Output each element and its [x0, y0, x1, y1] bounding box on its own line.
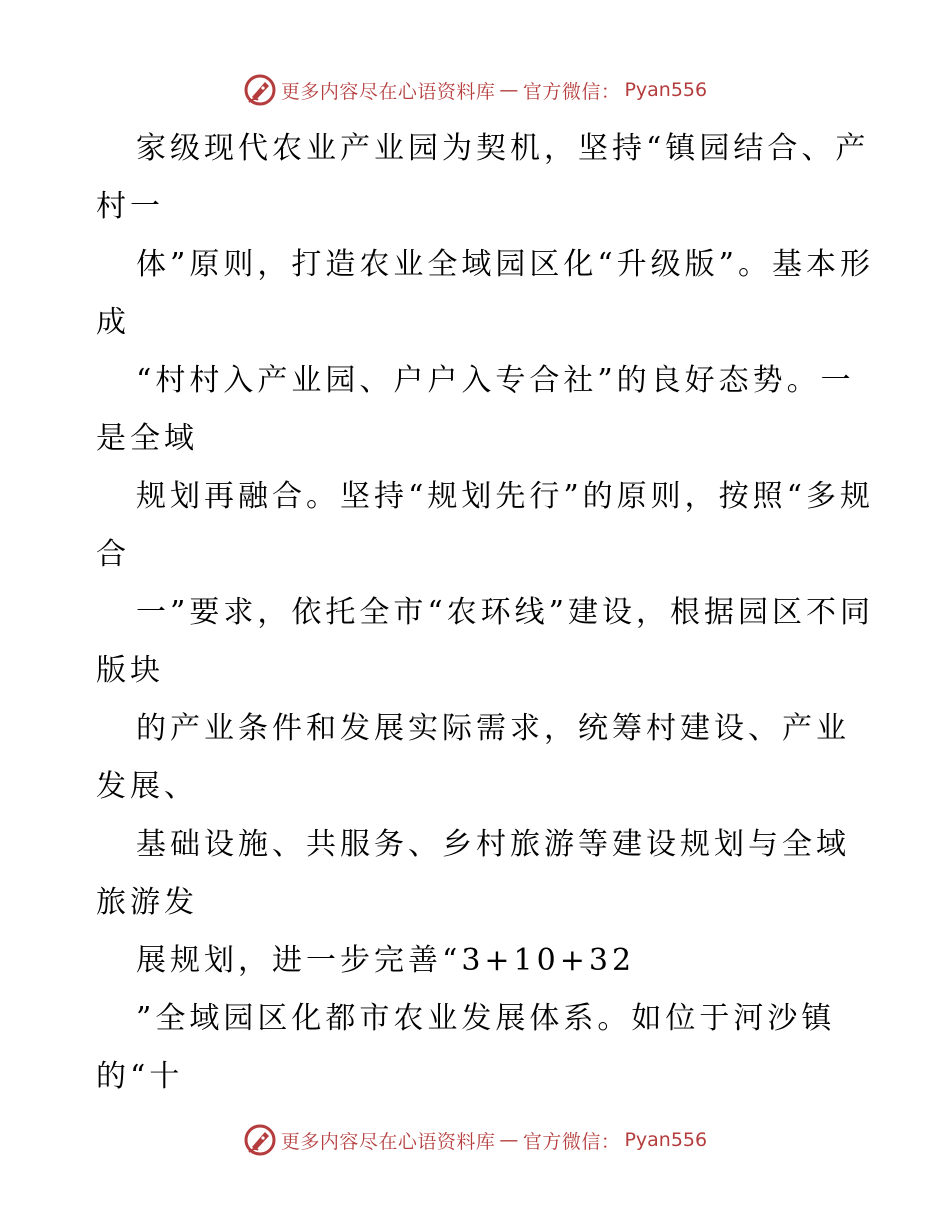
- paragraph-line: 体”原则，打造农业全域园区化“升级版”。基本形成: [96, 247, 875, 340]
- banner-site-text: 更多内容尽在心语资料库: [280, 80, 496, 103]
- header-banner: [0, 70, 950, 110]
- pen-nib-logo-icon: [243, 1123, 277, 1157]
- banner-separator: —: [499, 1129, 519, 1151]
- document-body: [96, 120, 876, 1106]
- paragraph-line: 展规划，进一步完善“3+10+32: [136, 943, 636, 978]
- pen-nib-logo-icon: [243, 73, 277, 107]
- paragraph-line: “村村入产业园、户户入专合社”的良好态势。一是全域: [96, 363, 855, 456]
- banner-separator: —: [499, 79, 519, 101]
- paragraph-line: 家级现代农业产业园为契机，坚持“镇园结合、产村一: [96, 131, 870, 224]
- paragraph-line: 一”要求，依托全市“农环线”建设，根据园区不同版块: [96, 595, 875, 688]
- paragraph-line: ”全域园区化都市农业发展体系。如位于河沙镇的“十: [96, 1001, 836, 1094]
- banner-wechat-id: Pyan556: [624, 79, 708, 101]
- banner-wechat-id: Pyan556: [624, 1129, 708, 1151]
- paragraph-line: 的产业条件和发展实际需求，统筹村建设、产业发展、: [96, 711, 850, 804]
- banner-wechat-label: 官方微信：: [522, 1130, 621, 1153]
- paragraph-line: 规划再融合。坚持“规划先行”的原则，按照“多规合: [96, 479, 875, 572]
- footer-banner: [0, 1120, 950, 1160]
- paragraph-line: 基础设施、共服务、乡村旅游等建设规划与全域旅游发: [96, 827, 850, 920]
- banner-wechat-label: 官方微信：: [522, 80, 621, 103]
- banner-site-text: 更多内容尽在心语资料库: [280, 1130, 496, 1153]
